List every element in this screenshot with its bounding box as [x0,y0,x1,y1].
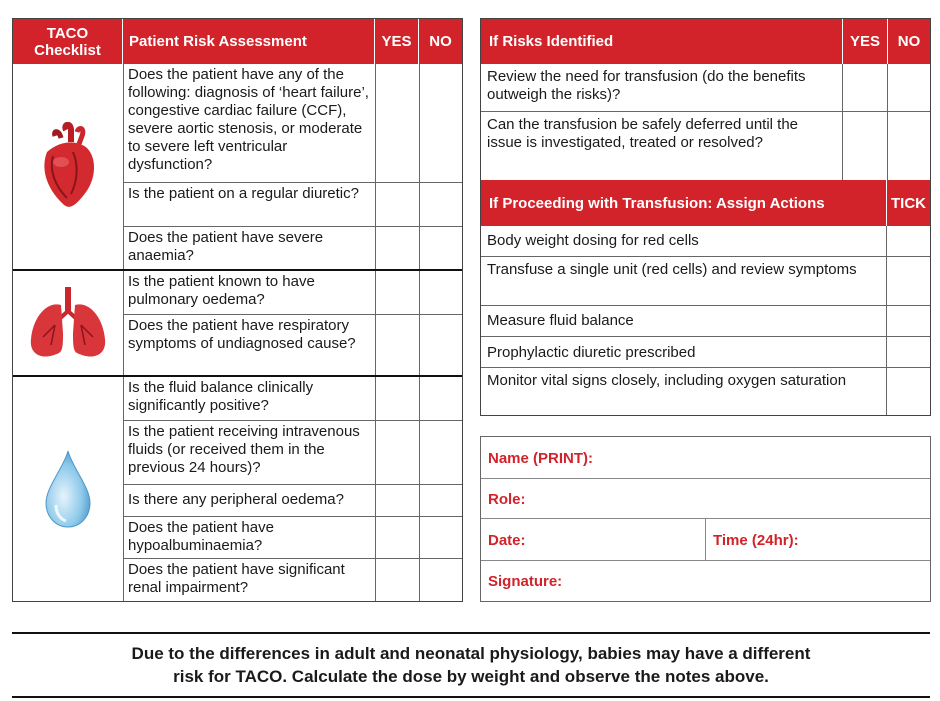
role-label: Role: [488,491,526,508]
no-checkbox[interactable] [419,271,462,315]
risk-defer-transfusion: Can the transfusion be safely deferred until the issue is investigated, treated or resolved? [487,116,799,151]
name-field[interactable] [481,437,930,479]
actions-header: If Proceeding with Transfusion: Assign Actions [481,180,886,226]
tick-checkbox[interactable] [886,337,930,368]
taco-checklist-label: TACO Checklist [34,24,101,59]
yes-checkbox[interactable] [375,485,419,517]
action-body-weight-dosing: Body weight dosing for red cells [481,226,886,257]
risks-actions-table [480,18,931,416]
date-label: Date: [488,532,526,549]
question-pulmonary-oedema: Is the patient known to have pulmonary oedema? [123,271,375,315]
role-field[interactable] [481,479,930,519]
no-checkbox[interactable] [419,227,462,269]
risks-header: If Risks Identified [481,19,842,64]
tick-checkbox[interactable] [886,257,930,306]
action-single-unit: Transfuse a single unit (red cells) and review symptoms [481,257,886,306]
yes-checkbox[interactable] [375,315,419,375]
no-header: NO [419,19,462,64]
no-checkbox[interactable] [419,183,462,227]
question-fluid-balance: Is the fluid balance clinically significantly positive? [123,377,375,421]
risks-no-header: NO [887,19,930,64]
yes-checkbox[interactable] [375,227,419,269]
no-checkbox[interactable] [887,64,930,112]
date-field[interactable] [481,519,706,560]
neonatal-note-line1: Due to the differences in adult and neonatal physiology, babies may have a different [131,644,811,663]
tick-checkbox[interactable] [886,226,930,257]
no-checkbox[interactable] [419,377,462,421]
question-renal-impairment: Does the patient have significant renal impairment? [123,559,375,601]
question-intravenous-fluids: Is the patient receiving intravenous fluids (or received them in the previous 24 hours)? [123,421,375,485]
time-field[interactable] [706,519,930,560]
no-checkbox[interactable] [419,315,462,375]
yes-checkbox[interactable] [375,559,419,601]
yes-header: YES [375,19,419,64]
neonatal-note [12,632,930,698]
tick-header: TICK [886,180,930,226]
time-label: Time (24hr): [713,532,799,549]
yes-checkbox[interactable] [375,271,419,315]
no-checkbox[interactable] [419,517,462,559]
patient-risk-assessment-table [12,18,463,602]
yes-checkbox[interactable] [375,64,419,183]
question-respiratory-symptoms: Does the patient have respiratory symptoms of undiagnosed cause? [123,315,375,375]
name-label: Name (PRINT): [488,450,594,467]
risk-review-transfusion: Review the need for transfusion (do the benefits outweigh the risks)? [481,64,842,112]
signature-label: Signature: [488,573,563,590]
no-checkbox[interactable] [887,112,930,180]
lungs-icon [13,271,123,375]
signoff-form [480,436,931,602]
tick-checkbox[interactable] [886,368,930,415]
yes-checkbox[interactable] [375,421,419,485]
question-peripheral-oedema: Is there any peripheral oedema? [123,485,375,517]
heart-icon [13,64,123,269]
yes-checkbox[interactable] [375,183,419,227]
no-checkbox[interactable] [419,64,462,183]
water-drop-icon [13,377,123,601]
tick-checkbox[interactable] [886,306,930,337]
yes-checkbox[interactable] [375,377,419,421]
assessment-header: Patient Risk Assessment [123,19,375,64]
neonatal-note-line2: risk for TACO. Calculate the dose by weight and observe the notes above. [173,667,769,686]
no-checkbox[interactable] [419,421,462,485]
question-diuretic: Is the patient on a regular diuretic? [123,183,375,227]
action-monitor-vital-signs: Monitor vital signs closely, including oxygen saturation [487,372,847,389]
yes-checkbox[interactable] [842,64,887,112]
yes-checkbox[interactable] [375,517,419,559]
no-checkbox[interactable] [419,485,462,517]
yes-checkbox[interactable] [842,112,887,180]
question-anaemia: Does the patient have severe anaemia? [123,227,375,269]
question-heart-failure: Does the patient have any of the following: diagnosis of ‘heart failure’, congestive cardiac failure (CCF), severe aortic stenosis, or moderate to severe left ventricular dysfunction? [123,64,375,183]
taco-checklist-header [13,19,123,64]
date-time-row [481,519,930,561]
action-prophylactic-diuretic: Prophylactic diuretic prescribed [481,337,886,368]
no-checkbox[interactable] [419,559,462,601]
question-hypoalbuminaemia: Does the patient have hypoalbuminaemia? [123,517,375,559]
signature-field[interactable] [481,561,930,601]
risks-yes-header: YES [842,19,887,64]
action-fluid-balance: Measure fluid balance [481,306,886,337]
